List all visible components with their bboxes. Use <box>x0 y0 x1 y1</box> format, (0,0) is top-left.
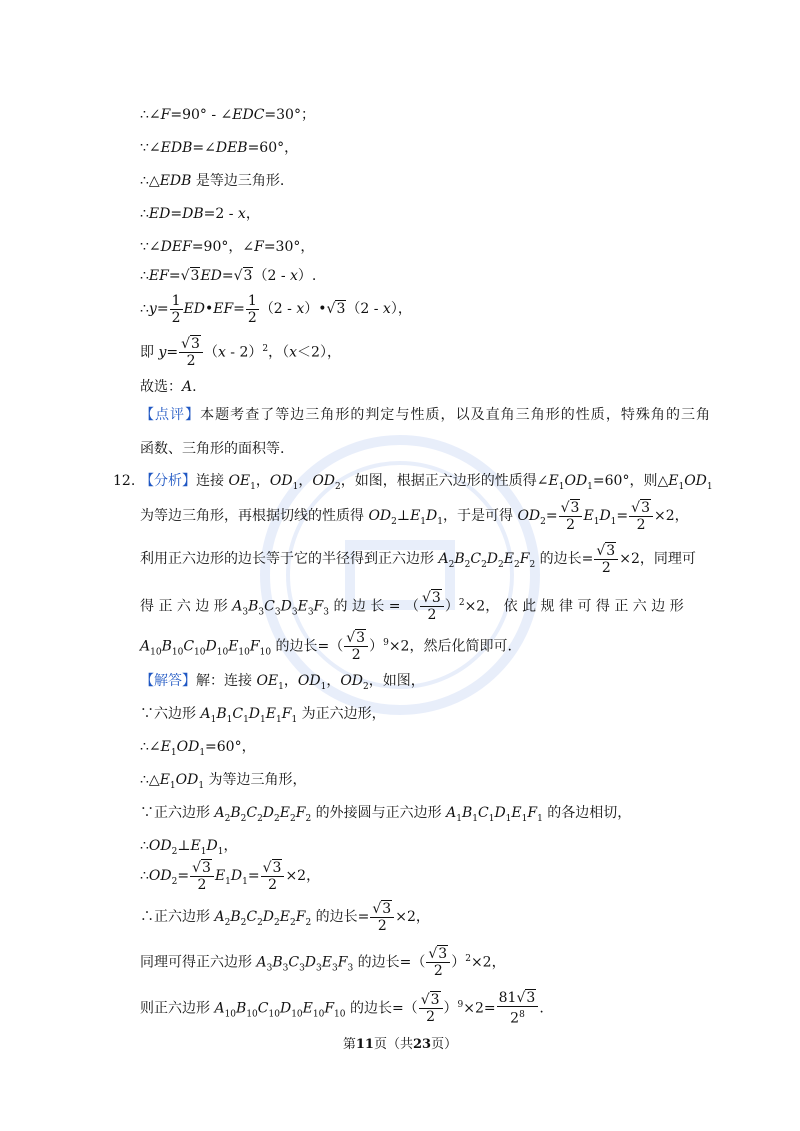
answer-line-6: $\therefore OD_2\perp E_1D_1$， <box>140 838 238 857</box>
review-paragraph-1: 【点评】本题考查了等边三角形的判定与性质，以及直角三角形的性质，特殊角的三角 <box>140 407 710 423</box>
analysis-line-1: 【分析】连接 $OE_1$，$OD_1$，$OD_2$，如图，根据正六边形的性质得$\angle E_1OD_1=60^\circ$，则$\triangle E_1OD_1$ <box>140 473 713 492</box>
line-y-formula: ∴y= $\frac{1}{2}$ ED•EF= $\frac{1}{2}$ （2 - x）•√3（2 - x）， <box>140 292 412 326</box>
line-choice: 故选：A. <box>140 379 197 395</box>
review-tag: 【点评】 <box>140 407 201 423</box>
line-y-result: 即 y= $\frac{√3}{2}$ （x - 2）$^2$，（x＜2）， <box>140 336 341 370</box>
answer-line-9: 同理可得正六边形 $A_3B_3C_3D_3E_3F_3$ 的边长=（ $\frac{√3}{2}$ ）$^2$×2， <box>140 946 506 980</box>
line-ed-db: ∴ED=DB=2 - x， <box>140 206 260 222</box>
analysis-line-3: 利用正六边形的边长等于它的半径得到正六边形 $A_2B_2C_2D_2E_2F_2$ 的边长= $\frac{√3}{2}$ ×2，同理可 <box>140 542 696 576</box>
analysis-line-5: $A_{10}B_{10}C_{10}D_{10}E_{10}F_{10}$ 的边长=（ $\frac{√3}{2}$ ）$^9$×2，然后化简即可. <box>140 630 512 664</box>
current-page-number: 11 <box>355 1037 374 1052</box>
review-paragraph-2: 函数、三角形的面积等. <box>140 441 285 457</box>
question-number: 12. <box>113 473 136 489</box>
analysis-tag: 【分析】 <box>140 473 196 489</box>
analysis-line-4: 得 正 六 边 形 $A_3B_3C_3D_3E_3F_3$ 的 边 长 = （ $\frac{√3}{2}$ ）$^2$×2， 依 此 规 律 可 得 正 六 边 形 <box>140 590 684 624</box>
answer-line-2: ∵六边形 $A_1B_1C_1D_1E_1F_1$ 为正六边形， <box>140 706 386 725</box>
answer-line-1: 【解答】解：连接 $OE_1$，$OD_1$，$OD_2$，如图， <box>140 673 425 692</box>
total-page-number: 23 <box>413 1037 432 1052</box>
line-edb-deb: ∵∠EDB=∠DEB=60°， <box>140 140 299 156</box>
line-equilateral-edb: ∴△EDB 是等边三角形. <box>140 173 285 189</box>
answer-line-7: $\therefore OD_2=$ $\frac{√3}{2}$ $E_1D_1=$ $\frac{√3}{2}$ ×2， <box>140 859 321 893</box>
answer-line-10: 则正六边形 $A_{10}B_{10}C_{10}D_{10}E_{10}F_{10}$ 的边长=（ $\frac{√3}{2}$ ）$^9$×2= $\frac{81√3}{2^8}$ . <box>140 990 544 1027</box>
line-def-angle: ∵∠DEF=90°，∠F=30°， <box>140 239 315 255</box>
answer-line-3: $\therefore\angle E_1OD_1=60^\circ$， <box>140 739 256 758</box>
answer-line-5: ∵正六边形 $A_2B_2C_2D_2E_2F_2$ 的外接圆与正六边形 $A_1B_1C_1D_1E_1F_1$ 的各边相切， <box>140 805 632 824</box>
line-angle-f: ∴∠F=90° - ∠EDC=30°； <box>140 107 315 123</box>
answer-line-4: $\therefore\triangle E_1OD_1$ 为等边三角形， <box>140 772 307 791</box>
answer-line-8: ∴正六边形 $A_2B_2C_2D_2E_2F_2$ 的边长= $\frac{√3}{2}$ ×2， <box>140 900 430 934</box>
answer-tag: 【解答】 <box>140 673 196 689</box>
page-footer: 第11页（共23页） <box>342 1037 458 1052</box>
analysis-line-2: 为等边三角形，再根据切线的性质得 $OD_2\perp E_1D_1$，于是可得 $OD_2=$ $\frac{√3}{2}$ $E_1D_1=$ $\frac{√3}{2}$ ×2， <box>140 499 689 533</box>
line-ef: ∴EF=√3ED=√3（2 - x）. <box>140 268 317 284</box>
